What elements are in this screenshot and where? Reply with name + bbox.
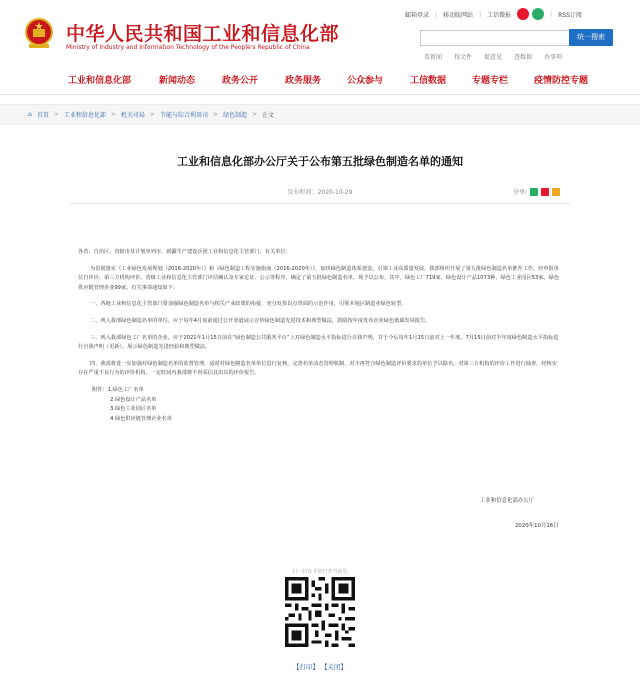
- paragraph: 一、各地工业和信息化主管部门要加强绿色制造名单与相关产业政策的衔接，充分发挥以点带面的示范作用，引领本地区制造业绿色转型。: [90, 301, 407, 308]
- attachment-link[interactable]: 3.绿色工业园区名单: [110, 406, 157, 413]
- weibo-icon[interactable]: [517, 8, 529, 20]
- weibo-share-icon[interactable]: [541, 188, 549, 196]
- article-body: [78, 248, 562, 424]
- breadcrumb-departments[interactable]: 机关司局: [120, 112, 145, 119]
- site-header: [0, 0, 640, 66]
- salutation: 各省、自治区、直辖市及计划单列市、新疆生产建设兵团工业和信息化主管部门，有关单位：: [78, 249, 291, 255]
- qzone-share-icon[interactable]: [552, 188, 560, 196]
- nav-item-gov-services[interactable]: 政务服务: [285, 76, 322, 86]
- publish-label: 发布时间：: [287, 189, 318, 196]
- share-label: 分享:: [513, 189, 528, 196]
- mail-login-link[interactable]: 邮箱登录: [405, 11, 430, 19]
- breadcrumb: [28, 110, 274, 119]
- nav-item-data[interactable]: 工信数据: [410, 76, 447, 86]
- breadcrumb-current: 正文: [262, 112, 275, 119]
- breadcrumb-ministry[interactable]: 工业和信息化部: [63, 112, 106, 119]
- wechat-brief-link[interactable]: 工信微报: [487, 11, 512, 19]
- nav-item-epidemic[interactable]: 疫情防控专题: [534, 76, 589, 86]
- rss-link[interactable]: RSS订阅: [558, 11, 582, 19]
- chevron-right-icon: >: [212, 111, 218, 118]
- close-link[interactable]: 【关闭】: [321, 663, 348, 671]
- nav-item-participation[interactable]: 公众参与: [347, 76, 384, 86]
- national-emblem-icon: [24, 17, 54, 49]
- main-nav: [0, 66, 640, 95]
- home-icon[interactable]: ⌂: [28, 111, 32, 118]
- attachments: [92, 386, 562, 424]
- paragraph: 二、列入我部绿色制造名单的单位，应于每年4月底前通过公开渠道展示宣传绿色制造先进技术和典型做法，鼓励按年度发布企业绿色低碳发展报告。: [90, 317, 431, 324]
- paragraph: 四、我部将进一步加强对绿色制造名单的监督管理，适时对绿色制造名单单位进行复核，完善名单动态管理机制，对不再符合绿色制造评价要求的单位予以除名。对第三方机构的评价工作进行抽查，经核实存在严重不良行为的评价机构，一定时间内我部将不再采信其出具的评价报告。: [78, 360, 557, 377]
- breadcrumb-green-mfg[interactable]: 绿色制造: [223, 112, 248, 119]
- site-subtitle: Ministry of Industry and Information Technology of the People's Republic of China: [66, 44, 310, 51]
- nav-item-news[interactable]: 新闻动态: [159, 76, 196, 86]
- quick-link-feedback[interactable]: 提意见: [484, 54, 503, 61]
- article-title: 工业和信息化部办公厅关于公布第五批绿色制造名单的通知: [177, 155, 463, 168]
- search-button[interactable]: 统一搜索: [569, 29, 613, 46]
- breadcrumb-energy-dept[interactable]: 节能与综合利用司: [159, 112, 208, 119]
- quick-link-data[interactable]: 查数据: [514, 54, 533, 61]
- attachment-link[interactable]: 2.绿色设计产品名单: [110, 396, 157, 403]
- search-input[interactable]: [420, 30, 570, 46]
- attachment-link[interactable]: 4.绿色供应链管理企业名单: [110, 415, 173, 422]
- paragraph: 为贯彻落实《工业绿色发展规划（2016-2020年）》和《绿色制造工程实施指南（2016-2020年）》，加快绿色制造体系建设，引领工业高质量发展，我部组织开展了第五批绿色制造名单推荐工作。经申报单位自评价、第三方机构评价、省级工业和信息化主管部门评估确认及专家论证、公示等程序，确定了第五批绿色制造名单，现予以公布，其中，绿色工厂719家、绿色设计产品1073种、绿色工业园区53家、绿色供应链管理企业99家。有关事项通知如下：: [78, 265, 560, 291]
- mobile-site-link[interactable]: 移动版网站: [443, 11, 474, 19]
- breadcrumb-bar: [0, 104, 640, 125]
- share-bar: [513, 187, 560, 196]
- chevron-right-icon: >: [252, 111, 258, 118]
- qr-label: 扫一扫在手机打开当前页: [292, 569, 348, 575]
- signoff: 工业和信息化部办公厅: [480, 498, 534, 504]
- paragraph: 三、列入我部绿色工厂名单的企业，应于2021年1月15日前在“绿色制造公共服务平台”上对绿色制造水平指标进行自我声明，并于今后每年1月15日前对上一年度、7月15日前对半年度绿色制造水平指标进行自我声明（更新），展示绿色制造先进经验和典型做法。: [78, 334, 559, 351]
- document-date: 2020年10月16日: [515, 523, 559, 529]
- attachments-label: 附件：: [92, 386, 108, 393]
- attachment-link[interactable]: 1.绿色工厂名单: [107, 386, 144, 393]
- quick-links: [424, 52, 562, 61]
- quick-link-news[interactable]: 看新闻: [424, 54, 443, 61]
- quick-link-services[interactable]: 办事项: [544, 54, 563, 61]
- chevron-right-icon: >: [110, 111, 116, 118]
- nav-item-gov-info[interactable]: 政务公开: [222, 76, 259, 86]
- wechat-icon[interactable]: [532, 8, 544, 20]
- site-title[interactable]: 中华人民共和国工业和信息化部: [66, 23, 340, 45]
- chevron-right-icon: >: [53, 111, 59, 118]
- breadcrumb-home[interactable]: 首页: [36, 112, 49, 119]
- publish-date: 2020-10-29: [317, 189, 353, 196]
- wechat-share-icon[interactable]: [530, 188, 538, 196]
- top-links: 邮箱登录 | 移动版网站 | 工信微报 | RSS订阅: [405, 8, 582, 20]
- footer-actions: [0, 662, 640, 671]
- nav-item-ministry[interactable]: 工业和信息化部: [68, 76, 132, 86]
- divider: [70, 203, 570, 204]
- print-link[interactable]: 【打印】: [292, 663, 319, 671]
- qr-code-icon: [285, 577, 355, 647]
- nav-item-topics[interactable]: 专题专栏: [472, 76, 509, 86]
- quick-link-files[interactable]: 找文件: [454, 54, 473, 61]
- chevron-right-icon: >: [149, 111, 155, 118]
